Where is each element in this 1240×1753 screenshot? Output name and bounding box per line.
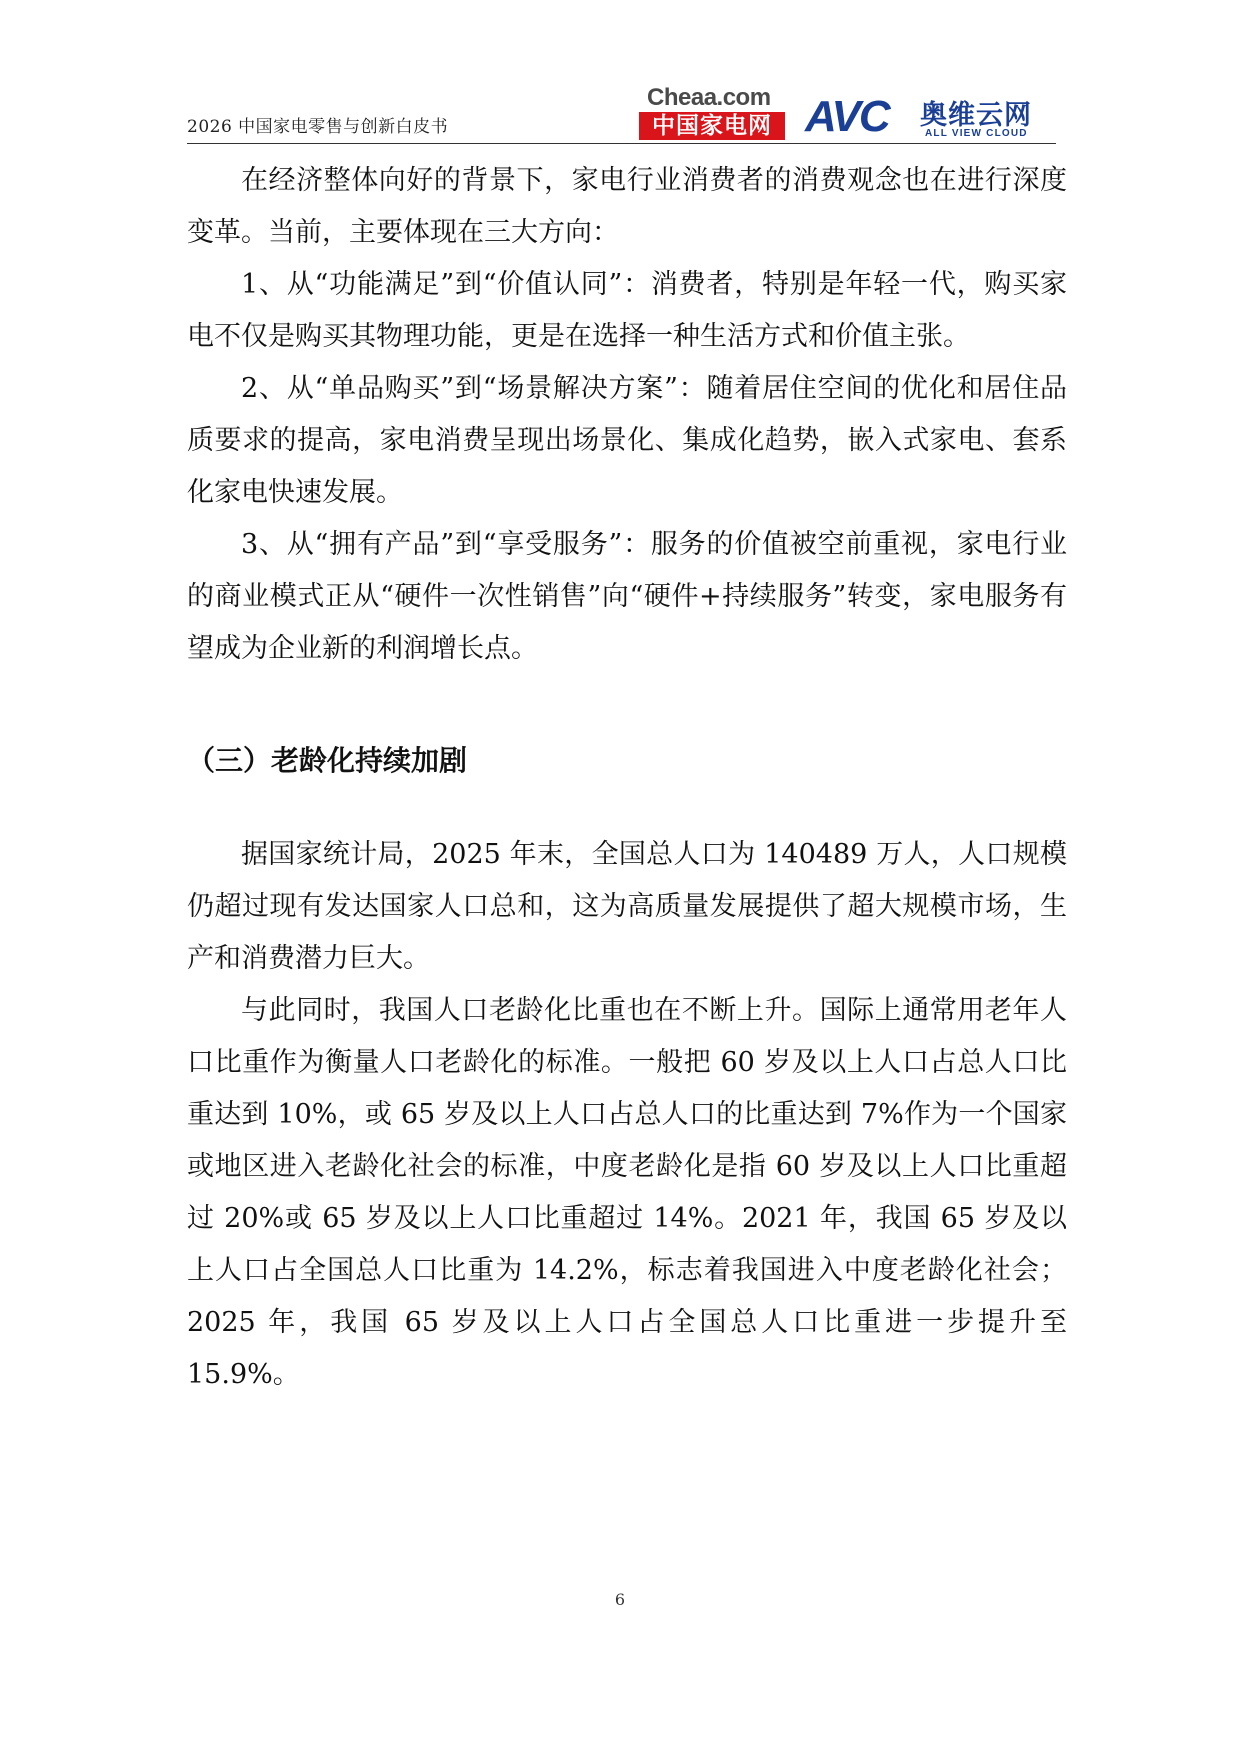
paragraph-consumer-trends: 在经济整体向好的背景下，家电行业消费者的消费观念也在进行深度变革。当前，主要体现在三大方向： xyxy=(187,165,1067,248)
avc-logo-mark: AVC xyxy=(805,92,889,141)
paragraph-trend-3: 3、从“拥有产品”到“享受服务”：服务的价值被空前重视，家电行业的商业模式正从“硬件一次性销售”向“硬件+持续服务”转变，家电服务有望成为企业新的利润增长点。 xyxy=(187,529,1067,664)
page-header xyxy=(187,82,1056,144)
header-title: 2026 中国家电零售与创新白皮书 xyxy=(187,117,449,137)
avc-logo-en: ALL VIEW CLOUD xyxy=(925,128,1028,139)
section-heading: （三）老龄化持续加剧 xyxy=(187,744,468,777)
avc-logo xyxy=(805,92,1055,142)
cheaa-logo xyxy=(639,84,789,142)
page-number: 6 xyxy=(614,1590,626,1609)
cheaa-logo-domain: Cheaa.com xyxy=(647,84,771,111)
paragraph-trend-2: 2、从“单品购买”到“场景解决方案”：随着居住空间的优化和居住品质要求的提高，家电消费呈现出场景化、集成化趋势，嵌入式家电、套系化家电快速发展。 xyxy=(187,373,1067,508)
paragraph-trend-1: 1、从“功能满足”到“价值认同”：消费者，特别是年轻一代，购买家电不仅是购买其物理功能，更是在选择一种生活方式和价值主张。 xyxy=(187,269,1067,352)
paragraph-population: 据国家统计局，2025 年末，全国总人口为 140489 万人，人口规模仍超过现有发达国家人口总和，这为高质量发展提供了超大规模市场，生产和消费潜力巨大。 xyxy=(187,839,1067,974)
cheaa-logo-name: 中国家电网 xyxy=(639,112,785,140)
paragraph-aging: 与此同时，我国人口老龄化比重也在不断上升。国际上通常用老年人口比重作为衡量人口老龄化的标准。一般把 60 岁及以上人口占总人口比重达到 10%，或 65 岁及以上人口占总人口的比重达到 7%作为一个国家或地区进入老龄化社会的标准，中度老龄化是指 60 岁及以上人口比重超过 20%或 65 岁及以上人口比重超过 14%。2021 年，我国 65 岁及以上人口占全国总人口比重为 14.2%，标志着我国进入中度老龄化社会；2025 年，我国 65 岁及以上人口占全国总人口比重进一步提升至 15.9%。 xyxy=(187,995,1067,1390)
page-content xyxy=(187,155,1067,1401)
avc-logo-cn: 奥维云网 xyxy=(920,100,1032,131)
